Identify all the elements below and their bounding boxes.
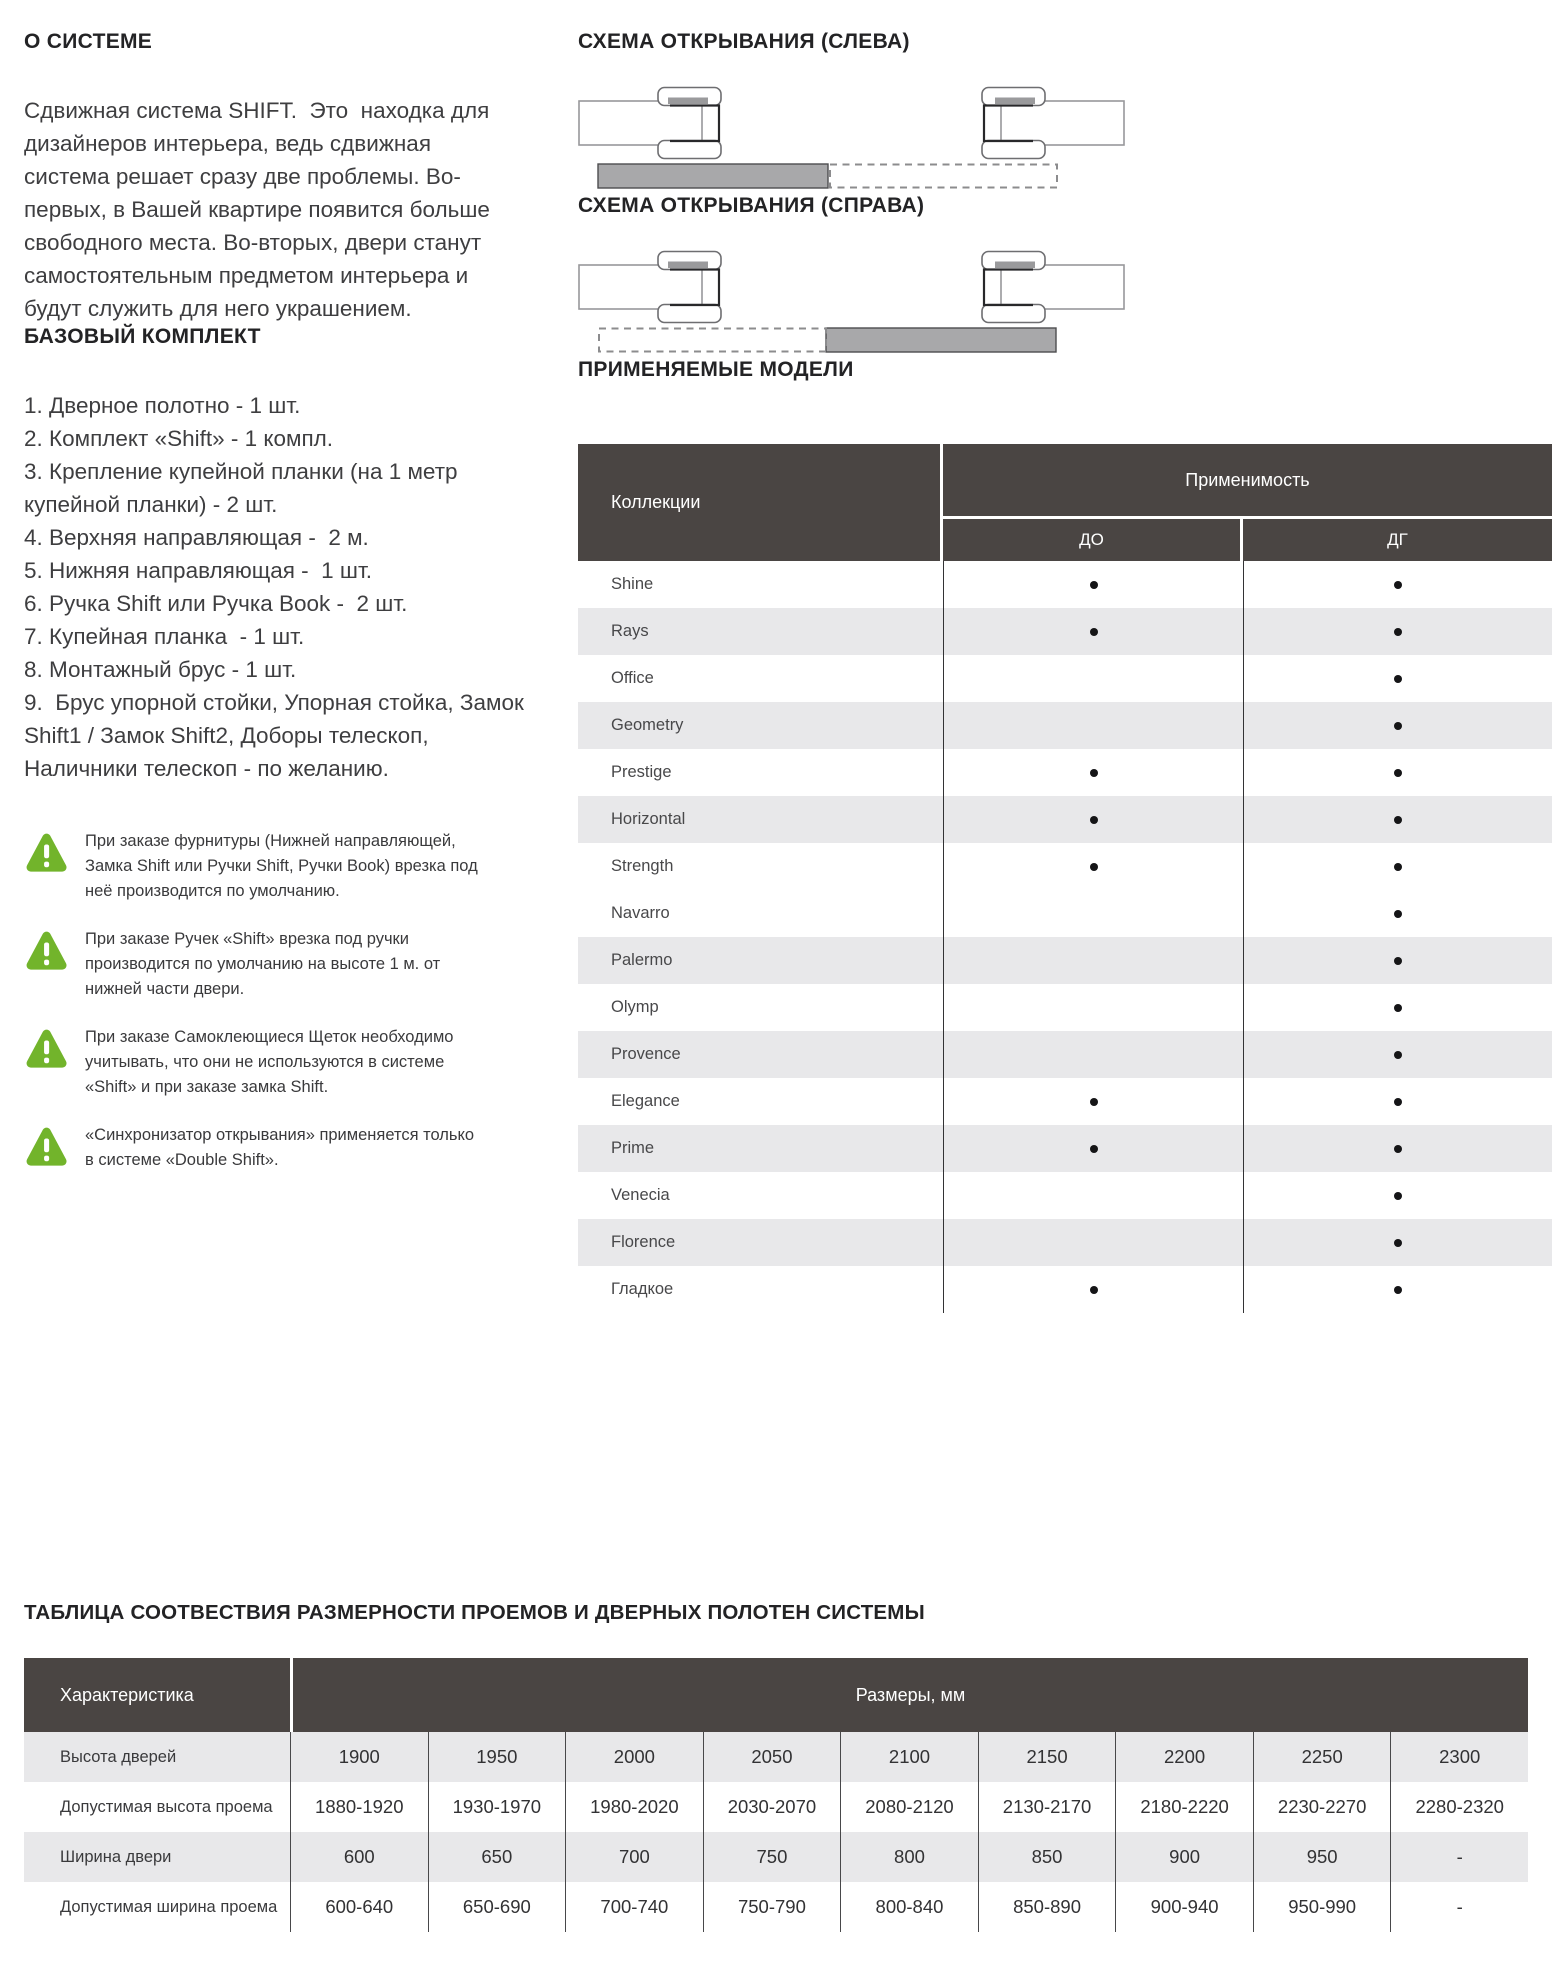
size-value-cell: 1880-1920: [290, 1782, 428, 1832]
size-value-cell: 700: [565, 1832, 703, 1882]
applicability-dot: [1090, 1098, 1098, 1106]
kit-item: 9. Брус упорной стойки, Упорная стойка, Замок Shift1 / Замок Shift2, Доборы телескоп, Наличники телескоп - по желанию.: [24, 690, 531, 781]
size-value-cell: 800-840: [840, 1882, 978, 1932]
warning-text: При заказе фурнитуры (Нижней направляющей, Замка Shift или Ручки Shift, Ручки Book) врезка под неё производится по умолчанию.: [85, 832, 478, 900]
models-row: [578, 561, 1552, 608]
collection-name: Prime: [611, 1139, 655, 1157]
kit-item: 2. Комплект «Shift» - 1 компл.: [24, 426, 334, 451]
size-value-cell: 850: [978, 1832, 1116, 1882]
size-row-label: Допустимая высота проема: [60, 1797, 273, 1816]
size-row-label: Ширина двери: [60, 1847, 172, 1866]
models-row: [578, 843, 1552, 890]
applicability-dot: [1090, 863, 1098, 871]
collection-name: Rays: [611, 622, 649, 640]
size-value-cell: 700-740: [565, 1882, 703, 1932]
kit-item: 1. Дверное полотно - 1 шт.: [24, 393, 301, 418]
size-value-cell: 2180-2220: [1115, 1782, 1253, 1832]
collection-name: Гладкое: [611, 1280, 674, 1298]
do-mark-cell: [943, 890, 1243, 937]
do-mark-cell: [943, 796, 1243, 843]
do-mark-cell: [943, 937, 1243, 984]
applicability-dot: [1394, 1239, 1402, 1247]
size-value-cell: 650-690: [428, 1882, 566, 1932]
applicability-dot: [1090, 628, 1098, 636]
models-row: [578, 1219, 1552, 1266]
size-row: [24, 1882, 1528, 1932]
models-row: [578, 937, 1552, 984]
warning-triangle-icon: [24, 1027, 69, 1069]
kit-item: 4. Верхняя направляющая - 2 м.: [24, 525, 369, 550]
collection-name: Shine: [611, 575, 654, 593]
do-mark-cell: [943, 1266, 1243, 1313]
size-value-cell: 2030-2070: [703, 1782, 841, 1832]
do-mark-cell: [943, 702, 1243, 749]
dg-mark-cell: [1243, 561, 1552, 608]
models-table: [578, 444, 1552, 1313]
base-kit-title: БАЗОВЫЙ КОМПЛЕКТ: [24, 325, 261, 348]
applicability-dot: [1090, 769, 1098, 777]
scheme-left-title: СХЕМА ОТКРЫВАНИЯ (СЛЕВА): [578, 30, 910, 53]
size-value-cell: 900: [1115, 1832, 1253, 1882]
applicability-dot: [1394, 910, 1402, 918]
size-value-cell: -: [1390, 1882, 1528, 1932]
dg-mark-cell: [1243, 890, 1552, 937]
models-row: [578, 890, 1552, 937]
collection-name: Palermo: [611, 951, 673, 969]
applicability-dot: [1394, 1145, 1402, 1153]
models-header-applicability: Применимость: [943, 444, 1552, 519]
left-column: [24, 30, 534, 1196]
size-value-cell: 600-640: [290, 1882, 428, 1932]
size-value-cell: 2130-2170: [978, 1782, 1116, 1832]
collection-name: Geometry: [611, 716, 684, 734]
warning-text: При заказе Самоклеющиеся Щеток необходимо учитывать, что они не используются в системе «Shift» и при заказе замка Shift.: [85, 1028, 454, 1096]
collection-name: Office: [611, 669, 654, 687]
size-table: [24, 1658, 1528, 1932]
applicability-dot: [1090, 1286, 1098, 1294]
kit-item: 8. Монтажный брус - 1 шт.: [24, 657, 297, 682]
collection-name: Venecia: [611, 1186, 670, 1204]
do-mark-cell: [943, 1125, 1243, 1172]
warning-triangle-icon: [24, 831, 69, 873]
right-column: [578, 30, 1552, 1313]
collection-name: Navarro: [611, 904, 670, 922]
applicability-dot: [1394, 1286, 1402, 1294]
models-row: [578, 984, 1552, 1031]
collection-name: Elegance: [611, 1092, 680, 1110]
collection-name: Olymp: [611, 998, 659, 1016]
size-value-cell: 2080-2120: [840, 1782, 978, 1832]
collection-name: Horizontal: [611, 810, 686, 828]
dg-mark-cell: [1243, 984, 1552, 1031]
dg-mark-cell: [1243, 608, 1552, 655]
dg-mark-cell: [1243, 655, 1552, 702]
do-mark-cell: [943, 1078, 1243, 1125]
size-value-cell: 2230-2270: [1253, 1782, 1391, 1832]
about-title: О СИСТЕМЕ: [24, 30, 153, 53]
applicability-dot: [1394, 863, 1402, 871]
models-row: [578, 1125, 1552, 1172]
models-table-body: [578, 561, 1552, 1313]
models-header-dg: ДГ: [1243, 519, 1552, 561]
size-header-characteristic: Характеристика: [24, 1658, 290, 1732]
dg-mark-cell: [1243, 1031, 1552, 1078]
collection-name: Prestige: [611, 763, 672, 781]
applicability-dot: [1394, 1051, 1402, 1059]
applicability-dot: [1394, 816, 1402, 824]
models-row: [578, 1031, 1552, 1078]
size-row: [24, 1782, 1528, 1832]
dg-mark-cell: [1243, 937, 1552, 984]
models-row: [578, 702, 1552, 749]
size-value-cell: 2280-2320: [1390, 1782, 1528, 1832]
size-value-cell: 900-940: [1115, 1882, 1253, 1932]
do-mark-cell: [943, 984, 1243, 1031]
size-row-label: Допустимая ширина проема: [60, 1897, 278, 1916]
applicability-dot: [1394, 581, 1402, 589]
dg-mark-cell: [1243, 1078, 1552, 1125]
models-table-header: [578, 444, 1552, 561]
models-header-do: ДО: [943, 519, 1243, 561]
size-row: [24, 1732, 1528, 1782]
dg-mark-cell: [1243, 1172, 1552, 1219]
warning-triangle-icon: [24, 1125, 69, 1167]
dg-mark-cell: [1243, 702, 1552, 749]
size-value-cell: 650: [428, 1832, 566, 1882]
applicability-dot: [1090, 1145, 1098, 1153]
applicability-dot: [1090, 581, 1098, 589]
kit-item: 3. Крепление купейной планки (на 1 метр купейной планки) - 2 шт.: [24, 459, 464, 517]
do-mark-cell: [943, 1172, 1243, 1219]
size-value-cell: -: [1390, 1832, 1528, 1882]
models-title: ПРИМЕНЯЕМЫЕ МОДЕЛИ: [578, 358, 854, 381]
collection-name: Provence: [611, 1045, 681, 1063]
dg-mark-cell: [1243, 796, 1552, 843]
models-row: [578, 1078, 1552, 1125]
applicability-dot: [1394, 1004, 1402, 1012]
size-value-cell: 2200: [1115, 1732, 1253, 1782]
size-value-cell: 850-890: [978, 1882, 1116, 1932]
size-value-cell: 1980-2020: [565, 1782, 703, 1832]
applicability-dot: [1394, 957, 1402, 965]
warning-triangle-icon: [24, 929, 69, 971]
size-value-cell: 2150: [978, 1732, 1116, 1782]
size-table-header: [24, 1658, 1528, 1732]
size-value-cell: 800: [840, 1832, 978, 1882]
size-value-cell: 1930-1970: [428, 1782, 566, 1832]
size-table-body: [24, 1732, 1528, 1932]
size-row: [24, 1832, 1528, 1882]
size-value-cell: 2100: [840, 1732, 978, 1782]
size-value-cell: 750-790: [703, 1882, 841, 1932]
do-mark-cell: [943, 608, 1243, 655]
size-value-cell: 950: [1253, 1832, 1391, 1882]
collection-name: Strength: [611, 857, 674, 875]
size-value-cell: 950-990: [1253, 1882, 1391, 1932]
do-mark-cell: [943, 655, 1243, 702]
size-table-title: ТАБЛИЦА СООТВЕСТВИЯ РАЗМЕРНОСТИ ПРОЕМОВ И ДВЕРНЫХ ПОЛОТЕН СИСТЕМЫ: [24, 1601, 925, 1624]
models-row: [578, 749, 1552, 796]
dg-mark-cell: [1243, 843, 1552, 890]
applicability-dot: [1394, 675, 1402, 683]
size-row-label: Высота дверей: [60, 1747, 177, 1766]
size-value-cell: 750: [703, 1832, 841, 1882]
applicability-dot: [1394, 628, 1402, 636]
warning-item: [24, 1123, 504, 1173]
warning-item: [24, 927, 504, 1002]
dg-mark-cell: [1243, 1125, 1552, 1172]
applicability-dot: [1090, 816, 1098, 824]
kit-item: 7. Купейная планка - 1 шт.: [24, 624, 305, 649]
size-value-cell: 2000: [565, 1732, 703, 1782]
collection-name: Florence: [611, 1233, 676, 1251]
models-row: [578, 1266, 1552, 1313]
warning-item: [24, 1025, 504, 1100]
warning-text: При заказе Ручек «Shift» врезка под ручки производится по умолчанию на высоте 1 м. от нижней части двери.: [85, 930, 441, 998]
scheme-right-title: СХЕМА ОТКРЫВАНИЯ (СПРАВА): [578, 194, 925, 217]
applicability-dot: [1394, 769, 1402, 777]
applicability-dot: [1394, 722, 1402, 730]
kit-item: 6. Ручка Shift или Ручка Book - 2 шт.: [24, 591, 408, 616]
kit-item: 5. Нижняя направляющая - 1 шт.: [24, 558, 373, 583]
dg-mark-cell: [1243, 1266, 1552, 1313]
warning-item: [24, 829, 504, 904]
models-row: [578, 796, 1552, 843]
opening-scheme-right-diagram: [578, 248, 1552, 358]
size-value-cell: 600: [290, 1832, 428, 1882]
models-row: [578, 1172, 1552, 1219]
opening-scheme-left-diagram: [578, 84, 1552, 194]
warnings-list: [24, 829, 504, 1173]
size-value-cell: 2300: [1390, 1732, 1528, 1782]
size-value-cell: 1900: [290, 1732, 428, 1782]
dg-mark-cell: [1243, 749, 1552, 796]
dg-mark-cell: [1243, 1219, 1552, 1266]
applicability-dot: [1394, 1098, 1402, 1106]
models-row: [578, 655, 1552, 702]
size-header-sizes: Размеры, мм: [293, 1658, 1528, 1732]
size-value-cell: 2250: [1253, 1732, 1391, 1782]
size-value-cell: 2050: [703, 1732, 841, 1782]
size-value-cell: 1950: [428, 1732, 566, 1782]
do-mark-cell: [943, 561, 1243, 608]
base-kit-list: [24, 389, 531, 785]
do-mark-cell: [943, 843, 1243, 890]
about-body: Сдвижная система SHIFT. Это находка для дизайнеров интерьера, ведь сдвижная система решает сразу две проблемы. Во-первых, в Вашей квартире появится больше свободного места. Во-вторых, двери станут самостоятельным предметом интерьера и будут служить для него украшением.: [24, 98, 497, 321]
warning-text: «Синхронизатор открывания» применяется только в системе «Double Shift».: [85, 1126, 475, 1169]
do-mark-cell: [943, 1031, 1243, 1078]
models-row: [578, 608, 1552, 655]
models-header-collections: Коллекции: [578, 444, 943, 561]
do-mark-cell: [943, 749, 1243, 796]
do-mark-cell: [943, 1219, 1243, 1266]
applicability-dot: [1394, 1192, 1402, 1200]
